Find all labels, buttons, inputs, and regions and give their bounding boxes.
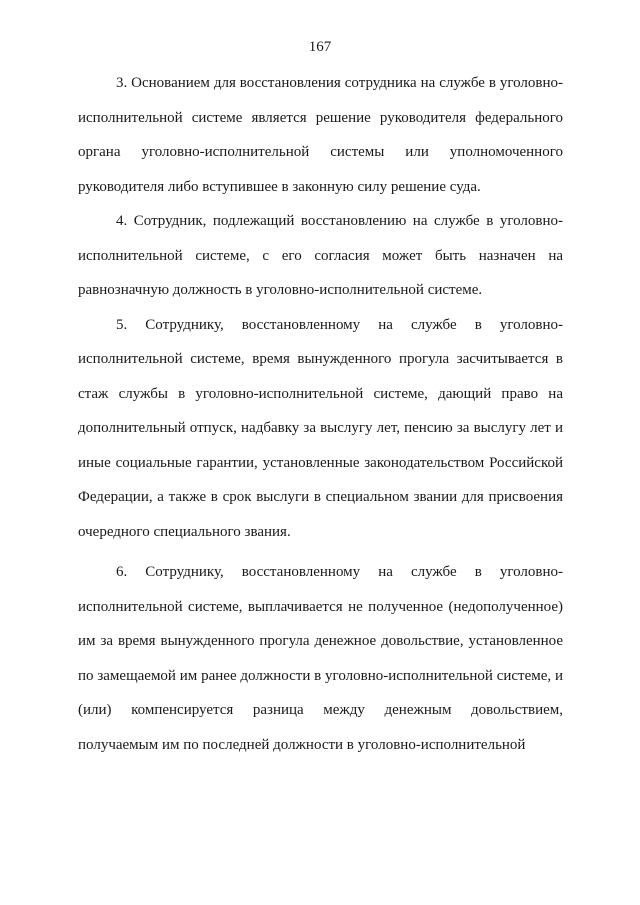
page-number: 167 [308,39,332,55]
paragraph-3: 3. Основанием для восстановления сотрудника на службе в уголовно-исполнительной системе является решение руководителя федерального органа уголовно-исполнительной системы или уполномоченного руководителя либо вступившее в законную силу решение суда. [78,75,563,195]
paragraph-4: 4. Сотрудник, подлежащий восстановлению на службе в уголовно-исполнительной системе, с его согласия может быть назначен на равнозначную должность в уголовно-исполнительной системе. [78,213,563,298]
document-body [78,66,563,762]
paragraph-6: 6. Сотруднику, восстановленному на службе в уголовно-исполнительной системе, выплачивается не полученное (недополученное) им за время вынужденного прогула денежное довольствие, установленное по замещаемой им ранее должности в уголовно-исполнительной системе, и (или) компенсируется разница между денежным довольствием, получаемым им по последней должности в уголовно-исполнительной [78,564,563,753]
paragraph-5: 5. Сотруднику, восстановленному на службе в уголовно-исполнительной системе, время вынужденного прогула засчитывается в стаж службы в уголовно-исполнительной системе, дающий право на дополнительный отпуск, надбавку за выслугу лет, пенсию за выслугу лет и иные социальные гарантии, установленные законодательством Российской Федерации, а также в срок выслуги в специальном звании для присвоения очередного специального звания. [78,316,563,540]
